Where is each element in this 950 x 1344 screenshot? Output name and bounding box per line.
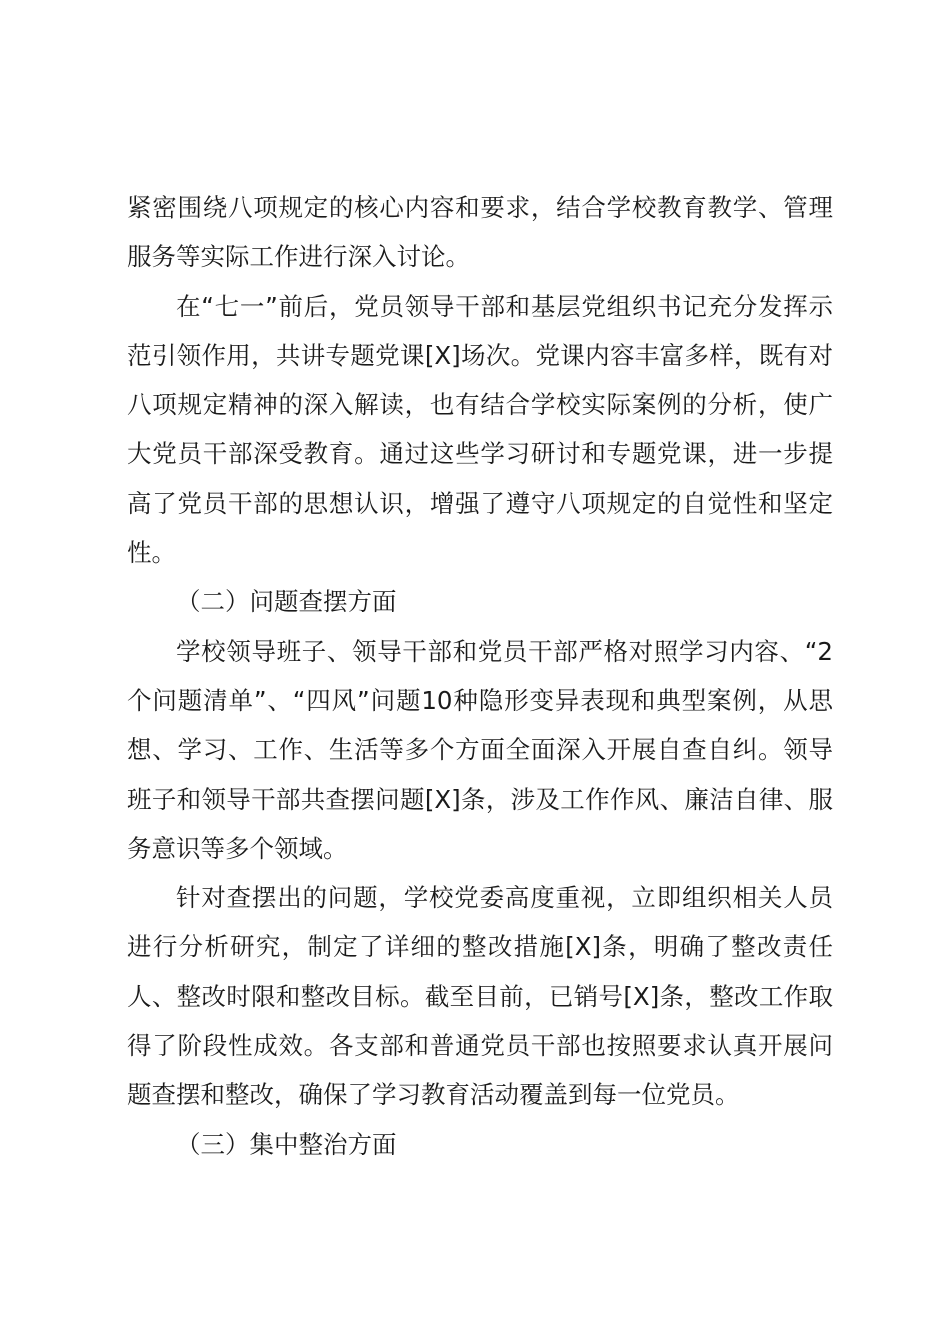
paragraph-1: 紧密围绕八项规定的核心内容和要求，结合学校教育教学、管理服务等实际工作进行深入讨论。 <box>127 193 833 272</box>
document-body <box>127 183 833 1169</box>
section-heading-2: （二）问题查摆方面 <box>176 587 397 617</box>
section-heading-3: （三）集中整治方面 <box>176 1129 397 1159</box>
paragraph-2: 在“七一”前后，党员领导干部和基层党组织书记充分发挥示范引领作用，共讲专题党课[X]场次。党课内容丰富多样，既有对八项规定精神的深入解读，也有结合学校实际案例的分析，使广大党员干部深受教育。通过这些学习研讨和专题党课，进一步提高了党员干部的思想认识，增强了遵守八项规定的自觉性和坚定性。 <box>127 291 833 568</box>
paragraph-4: 针对查摆出的问题，学校党委高度重视，立即组织相关人员进行分析研究，制定了详细的整改措施[X]条，明确了整改责任人、整改时限和整改目标。截至目前，已销号[X]条，整改工作取得了阶段性成效。各支部和普通党员干部也按照要求认真开展问题查摆和整改，确保了学习教育活动覆盖到每一位党员。 <box>127 883 833 1110</box>
paragraph-3: 学校领导班子、领导干部和党员干部严格对照学习内容、“2个问题清单”、“四风”问题10种隐形变异表现和典型案例，从思想、学习、工作、生活等多个方面全面深入开展自查自纠。领导班子和领导干部共查摆问题[X]条，涉及工作作风、廉洁自律、服务意识等多个领域。 <box>127 636 833 863</box>
